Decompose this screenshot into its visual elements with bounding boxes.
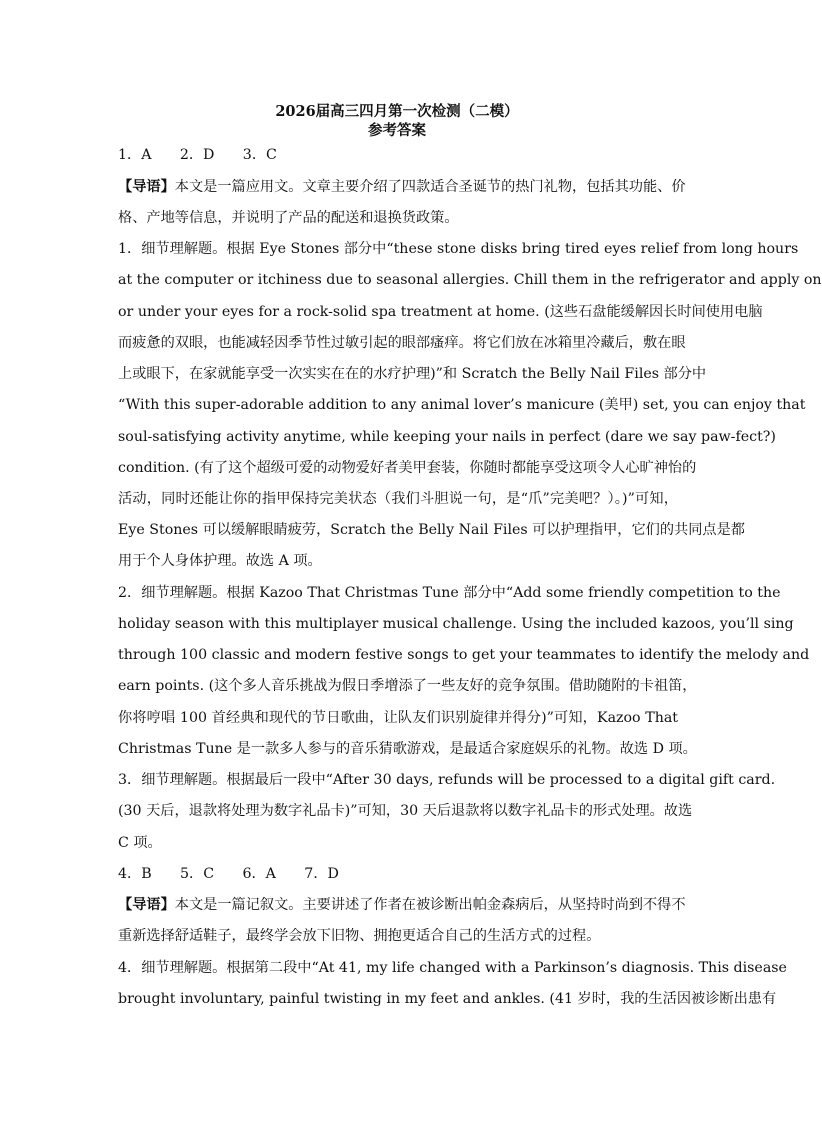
- explanation-1-line: or under your eyes for a rock-solid spa treatment at home. (这些石盘能缓解因长时间使用电脑: [118, 304, 763, 320]
- answer-key-4-7: 4．B 5．C 6．A 7．D: [118, 866, 339, 882]
- guide-paragraph-line: 重新选择舒适鞋子，最终学会放下旧物、拥抱更适合自己的生活方式的过程。: [118, 928, 601, 944]
- page-subtitle: 参考答案: [368, 122, 426, 139]
- explanation-1-line: condition. (有了这个超级可爱的动物爱好者美甲套装，你随时都能享受这项令人心旷神怡的: [118, 460, 697, 476]
- explanation-1-line: “With this super-adorable addition to any animal lover’s manicure (美甲) set, you can enjoy that: [118, 397, 806, 413]
- guide-paragraph-line: [118, 177, 686, 197]
- explanation-1-line: 活动，同时还能让你的指甲保持完美状态（我们斗胆说一句，是“爪”完美吧？）。)”可知，: [118, 491, 678, 507]
- page-title: 2026届高三四月第一次检测（二模）: [275, 103, 519, 120]
- explanation-3-line: 3．细节理解题。根据最后一段中“After 30 days, refunds will be processed to a digital gift card.: [118, 772, 776, 788]
- explanation-1-line: 而疲惫的双眼，也能减轻因季节性过敏引起的眼部瘙痒。将它们放在冰箱里冷藏后，敷在眼: [118, 335, 686, 351]
- explanation-2-line: Christmas Tune 是一款多人参与的音乐猜歌游戏，是最适合家庭娱乐的礼物。故选 D 项。: [118, 741, 697, 757]
- explanation-2-line: through 100 classic and modern festive songs to get your teammates to identify the melody and: [118, 647, 810, 663]
- guide-label: 【导语】: [118, 897, 175, 913]
- answer-key-1-3: 1．A 2．D 3．C: [118, 147, 277, 163]
- explanation-2-line: holiday season with this multiplayer musical challenge. Using the included kazoos, you’ll sing: [118, 616, 794, 632]
- explanation-1-line: 用于个人身体护理。故选 A 项。: [118, 553, 322, 569]
- explanation-2-line: 2．细节理解题。根据 Kazoo That Christmas Tune 部分中“Add some friendly competition to the: [118, 585, 781, 601]
- explanation-3-line: (30 天后，退款将处理为数字礼品卡)”可知，30 天后退款将以数字礼品卡的形式处理。故选: [118, 803, 693, 819]
- explanation-1-line: 上或眼下，在家就能享受一次实实在在的水疗护理)”和 Scratch the Belly Nail Files 部分中: [118, 366, 707, 382]
- guide-text: 本文是一篇记叙文。主要讲述了作者在被诊断出帕金森病后，从坚持时尚到不得不: [174, 897, 686, 913]
- explanation-1-line: Eye Stones 可以缓解眼睛疲劳，Scratch the Belly Nail Files 可以护理指甲，它们的共同点是都: [118, 522, 745, 538]
- explanation-4-line: 4．细节理解题。根据第二段中“At 41, my life changed with a Parkinson’s diagnosis. This disease: [118, 960, 787, 976]
- guide-paragraph-line: [118, 895, 686, 915]
- explanation-1-line: 1．细节理解题。根据 Eye Stones 部分中“these stone disks bring tired eyes relief from long hours: [118, 241, 799, 257]
- explanation-1-line: soul-satisfying activity anytime, while keeping your nails in perfect (dare we say paw-fect?): [118, 429, 776, 445]
- explanation-3-line: C 项。: [118, 835, 162, 851]
- guide-text: 本文是一篇应用文。文章主要介绍了四款适合圣诞节的热门礼物，包括其功能、价: [174, 179, 686, 195]
- explanation-1-line: at the computer or itchiness due to seasonal allergies. Chill them in the refrigerator and apply on: [118, 272, 822, 288]
- guide-label: 【导语】: [118, 179, 175, 195]
- guide-paragraph-line: 格、产地等信息，并说明了产品的配送和退换货政策。: [118, 210, 459, 226]
- explanation-2-line: earn points. (这个多人音乐挑战为假日季增添了一些友好的竞争氛围。借助随附的卡祖笛，: [118, 678, 697, 694]
- explanation-2-line: 你将哼唱 100 首经典和现代的节日歌曲，让队友们识别旋律并得分)”可知，Kazoo That: [118, 710, 678, 726]
- explanation-4-line: brought involuntary, painful twisting in my feet and ankles. (41 岁时，我的生活因被诊断出患有: [118, 991, 777, 1007]
